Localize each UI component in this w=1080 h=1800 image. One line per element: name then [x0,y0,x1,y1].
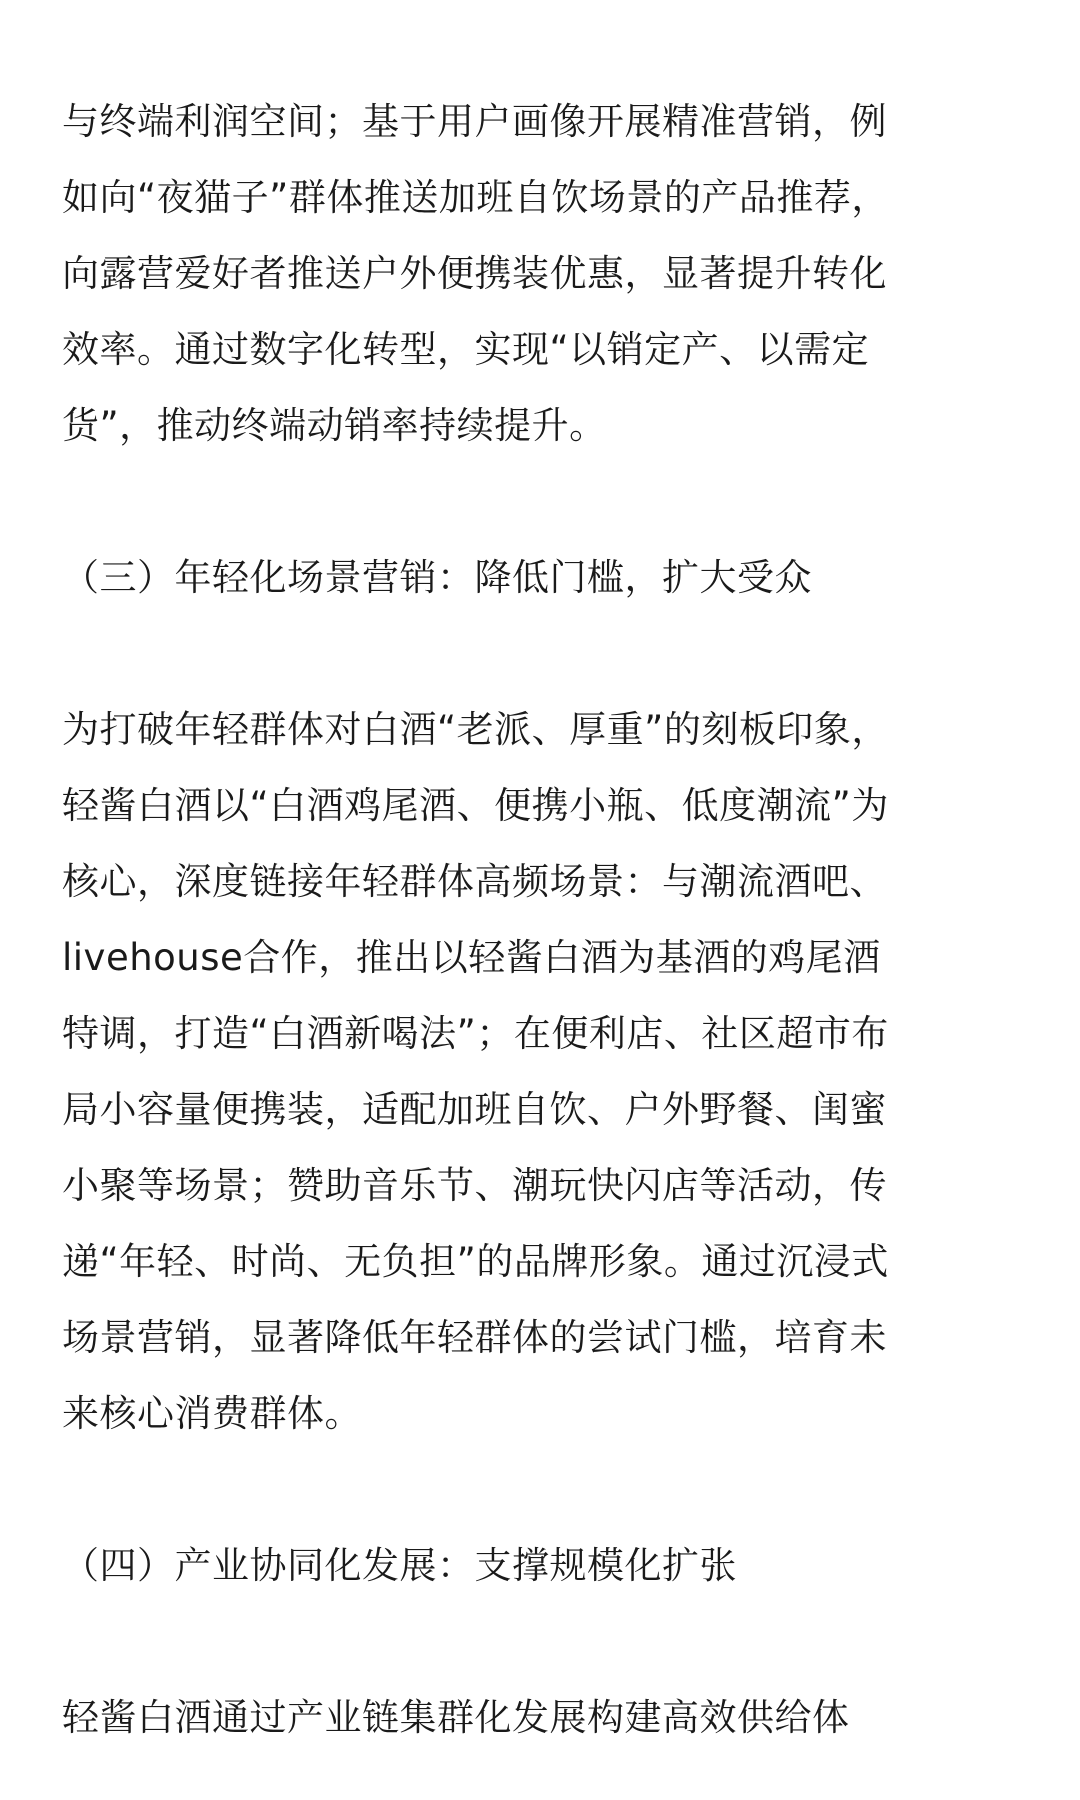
text-line: 与终端利润空间；基于用户画像开展精准营销，例 [62,100,887,143]
text-line: 轻酱白酒通过产业链集群化发展构建高效供给体 [62,1696,850,1739]
text-line: 来核心消费群体。 [62,1392,362,1435]
text-line: 小聚等场景；赞助音乐节、潮玩快闪店等活动，传 [62,1164,887,1207]
text-line: 效率。通过数字化转型，实现“以销定产、以需定 [62,328,870,371]
text-line: 为打破年轻群体对白酒“老派、厚重”的刻板印象， [62,708,889,751]
section-heading-text: （三）年轻化场景营销：降低门槛，扩大受众 [62,556,812,599]
section-heading-text: （四）产业协同化发展：支撑规模化扩张 [62,1544,737,1587]
text-line: 特调，打造“白酒新喝法”；在便利店、社区超市布 [62,1012,889,1055]
section-heading-3 [62,540,1022,616]
text-line: 向露营爱好者推送户外便携装优惠，显著提升转化 [62,252,887,295]
text-line: 货”，推动终端动销率持续提升。 [62,404,607,447]
text-line: 轻酱白酒以“白酒鸡尾酒、便携小瓶、低度潮流”为 [62,784,889,827]
text-line: 核心，深度链接年轻群体高频场景：与潮流酒吧、 [62,860,887,903]
text-line: 递“年轻、时尚、无负担”的品牌形象。通过沉浸式 [62,1240,889,1283]
paragraph-industry-synergy [62,1680,1022,1756]
paragraph-digital-marketing [62,84,1022,464]
text-line: livehouse合作，推出以轻酱白酒为基酒的鸡尾酒 [62,936,881,979]
article-body [62,84,1022,1756]
section-heading-4 [62,1528,1022,1604]
text-line: 场景营销，显著降低年轻群体的尝试门槛，培育未 [62,1316,887,1359]
paragraph-youth-marketing [62,692,1022,1452]
text-line: 如向“夜猫子”群体推送加班自饮场景的产品推荐， [62,176,889,219]
text-line: 局小容量便携装，适配加班自饮、户外野餐、闺蜜 [62,1088,887,1131]
